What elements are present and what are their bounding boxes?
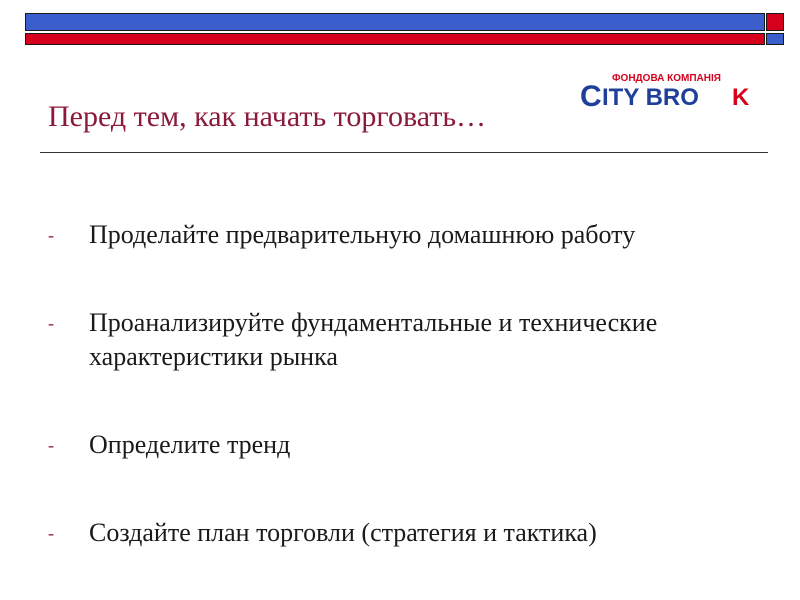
bullet-marker: - <box>48 225 54 245</box>
bullet-marker: - <box>48 313 54 333</box>
bullet-item <box>48 516 768 550</box>
logo-letter-c: C <box>580 80 602 108</box>
bullet-item <box>48 306 768 374</box>
city-brok-logo <box>580 70 760 108</box>
bullet-text: Создайте план торговли (стратегия и тактика) <box>89 518 597 547</box>
bullet-text: Проделайте предварительную домашнюю работу <box>89 220 636 249</box>
header-square-blue <box>766 33 784 45</box>
bullet-marker: - <box>48 523 54 543</box>
logo-top-text: ФОНДОВА КОМПАНІЯ <box>612 73 721 84</box>
title-divider <box>40 152 768 153</box>
bullet-list <box>48 218 768 550</box>
bullet-item <box>48 428 768 462</box>
header-square-red <box>766 13 784 31</box>
bullet-marker: - <box>48 435 54 455</box>
header-bar-blue <box>25 13 765 31</box>
bullet-text: Определите тренд <box>89 430 291 459</box>
header-bar-red <box>25 33 765 45</box>
bullet-item <box>48 218 768 252</box>
slide-title: Перед тем, как начать торговать… <box>48 100 487 133</box>
logo-brand-middle: ITY BRO <box>602 84 699 108</box>
bullet-text: Проанализируйте фундаментальные и технические характеристики рынка <box>89 308 658 371</box>
logo-letter-k: K <box>732 84 750 108</box>
